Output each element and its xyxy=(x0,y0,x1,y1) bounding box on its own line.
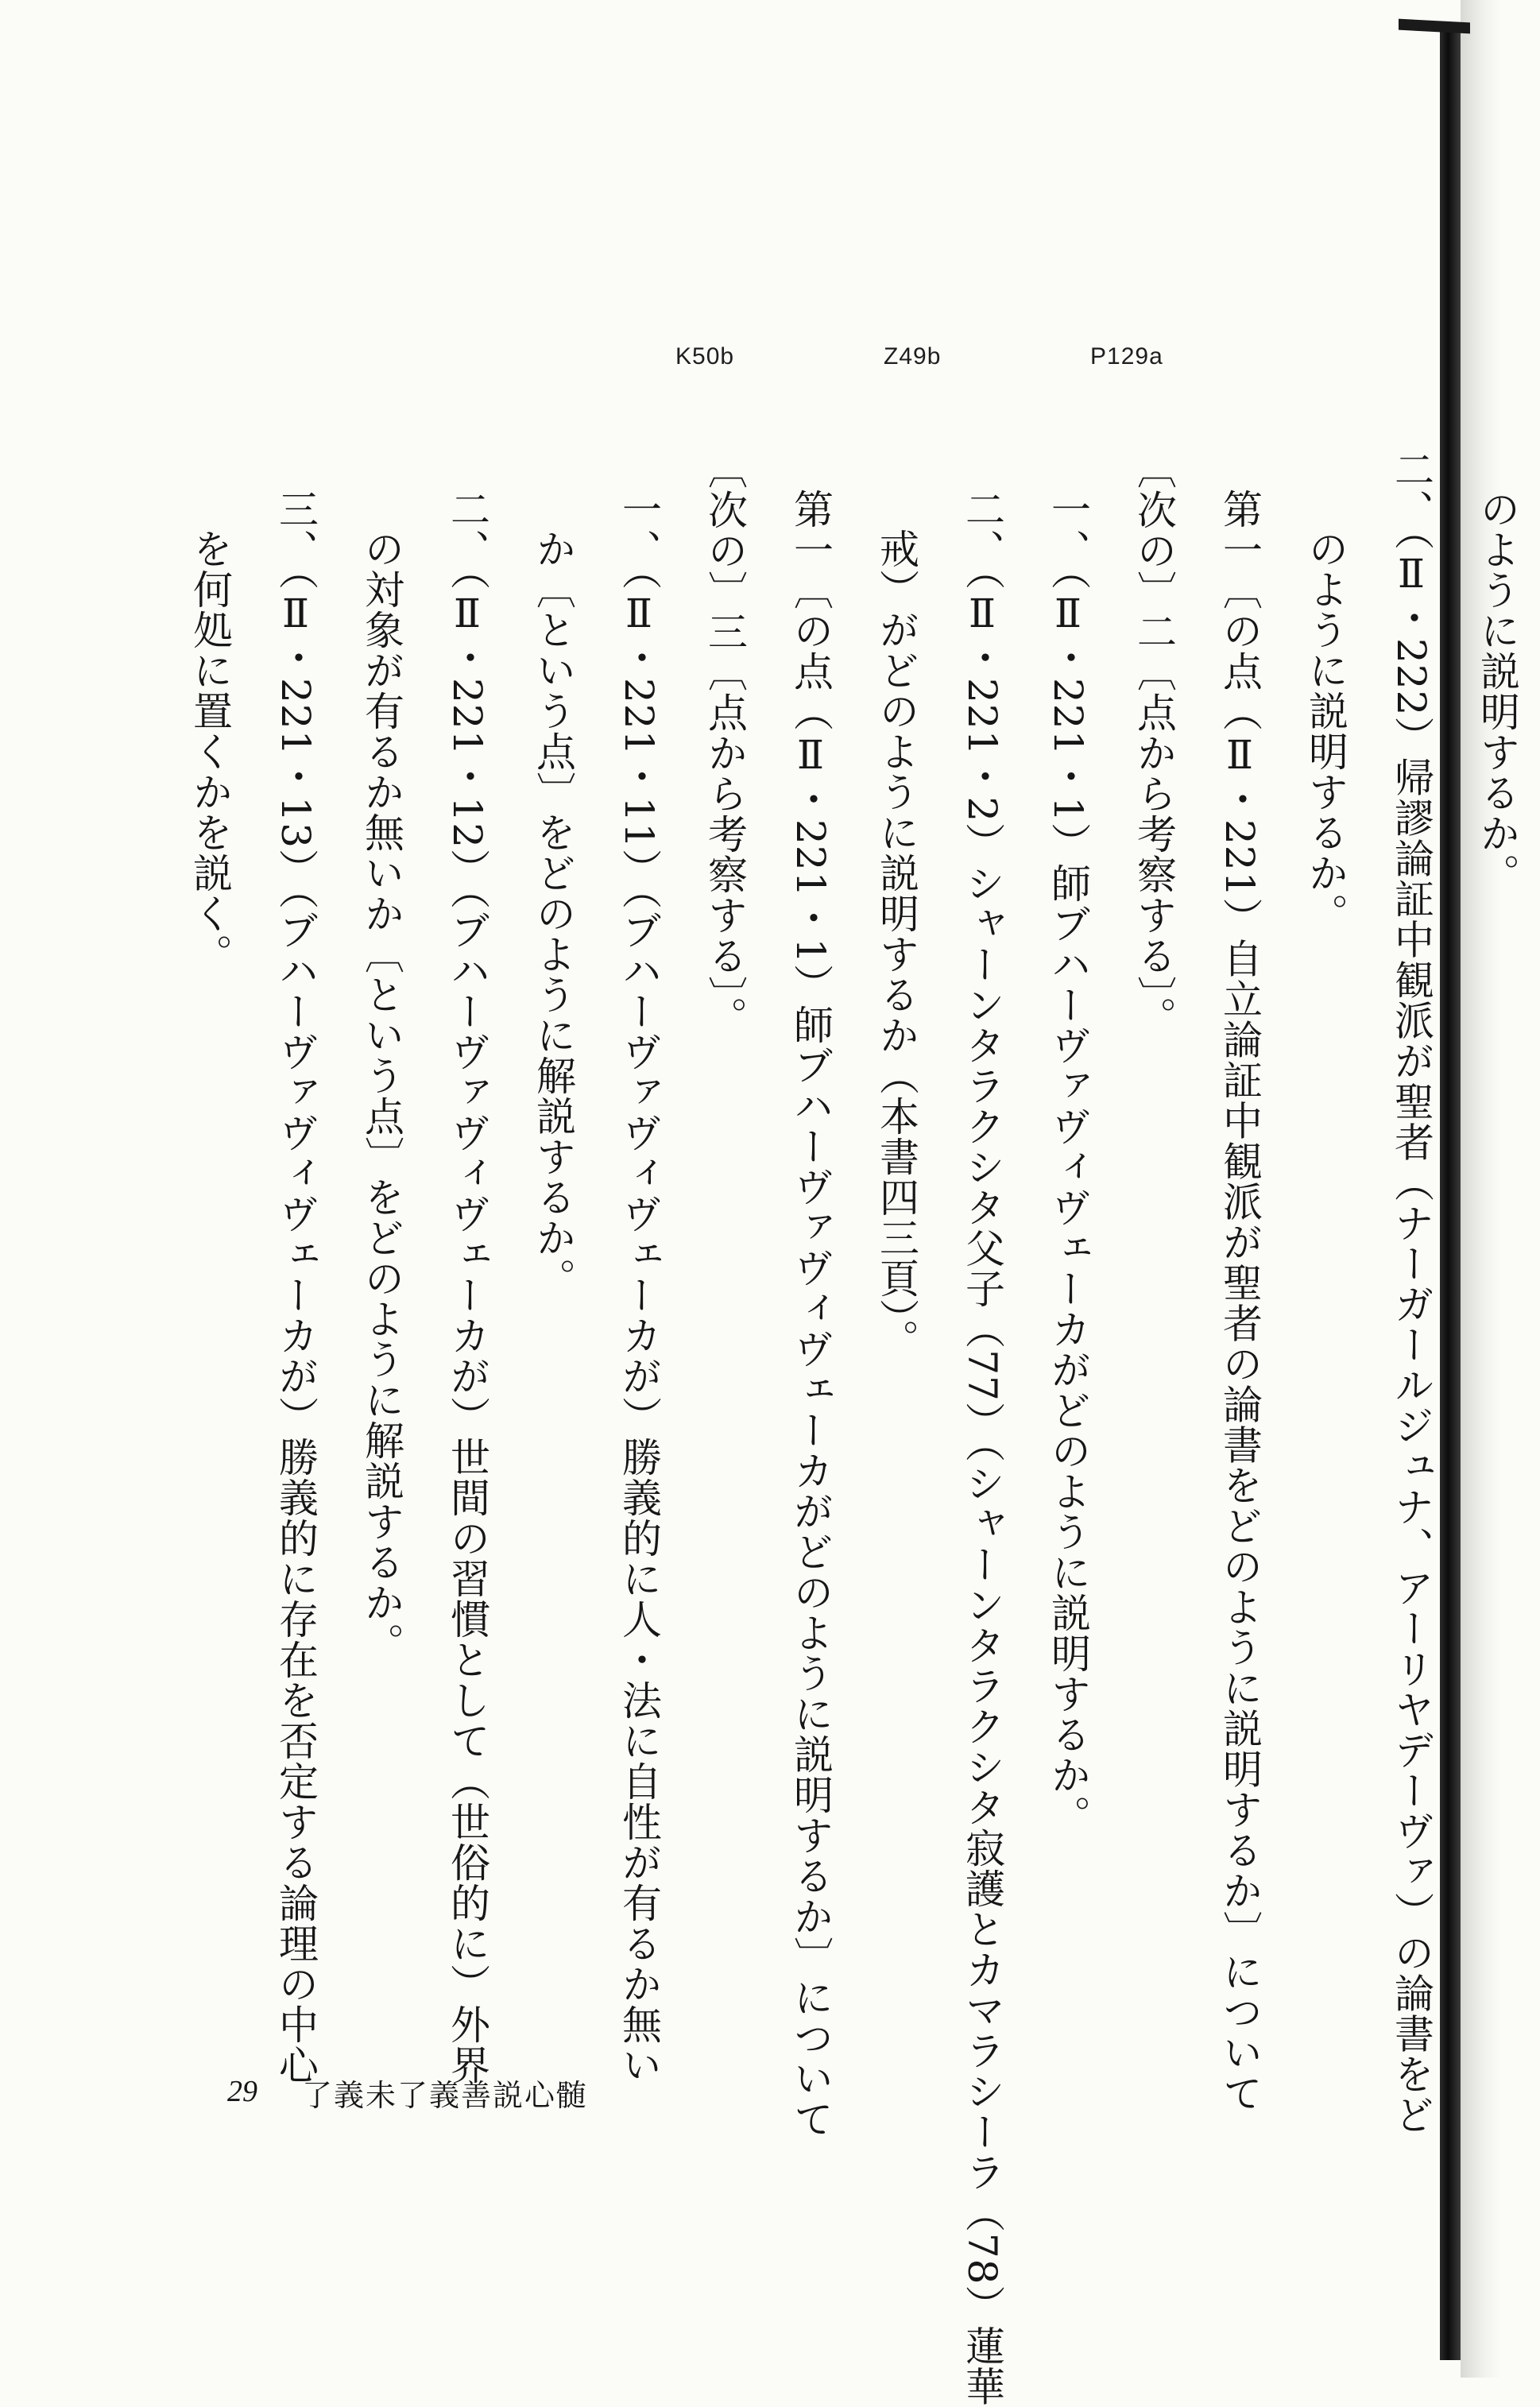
text-line-11: 一、（Ⅱ・221・11）（ブハーヴァヴィヴェーカが）勝義的に人・法に自性が有るか無い xyxy=(616,489,662,2086)
text-line-1: のように説明するか。 xyxy=(1474,489,1520,894)
page-number: 29 xyxy=(227,2075,257,2108)
running-head: 了義未了義善説心髄 xyxy=(302,2078,589,2113)
text-line-7: 二、（Ⅱ・221・2）シャーンタラクシタ父子（77）（シャーンタラクシタ寂護とカマラシーラ（78）蓮華 xyxy=(959,489,1005,2407)
text-line-16: を何処に置くかを説く。 xyxy=(187,528,233,974)
margin-ref-z49b: Z49b xyxy=(884,343,942,370)
text-line-3: のように説明するか。 xyxy=(1302,528,1348,934)
text-line-2: 二、（Ⅱ・222）帰謬論証中観派が聖者（ナーガールジュナ、アーリヤデーヴァ）の論書をど xyxy=(1388,449,1434,2135)
text-line-6: 一、（Ⅱ・221・1）師ブハーヴァヴィヴェーカがどのように説明するか。 xyxy=(1045,489,1091,1836)
binding-edge-corner xyxy=(1399,19,1470,34)
text-line-5: 〔次の〕二〔点から考察する〕。 xyxy=(1131,449,1177,1037)
text-line-14: の対象が有るか無いか〔という点〕をどのように解説するか。 xyxy=(358,528,404,1663)
text-line-13: 二、（Ⅱ・221・12）（ブハーヴァヴィヴェーカが）世間の習慣として（世俗的に）外界 xyxy=(444,489,490,2086)
text-line-12: か〔という点〕をどのように解説するか。 xyxy=(530,528,576,1298)
text-line-10: 〔次の〕三〔点から考察する〕。 xyxy=(702,449,748,1037)
text-line-15: 三、（Ⅱ・221・13）（ブハーヴァヴィヴェーカが）勝義的に存在を否定する論理の中心 xyxy=(273,489,319,2086)
text-line-8: 戒）がどのように説明するか（本書四三頁）。 xyxy=(873,528,919,1360)
text-line-4: 第一〔の点（Ⅱ・221）自立論証中観派が聖者の論書をどのように説明するか〕について xyxy=(1217,489,1263,2114)
margin-ref-k50b: K50b xyxy=(675,343,735,370)
margin-ref-p129a: P129a xyxy=(1090,343,1163,370)
text-line-9: 第一〔の点（Ⅱ・221・1）師ブハーヴァヴィヴェーカがどのように説明するか〕について xyxy=(787,489,834,2140)
